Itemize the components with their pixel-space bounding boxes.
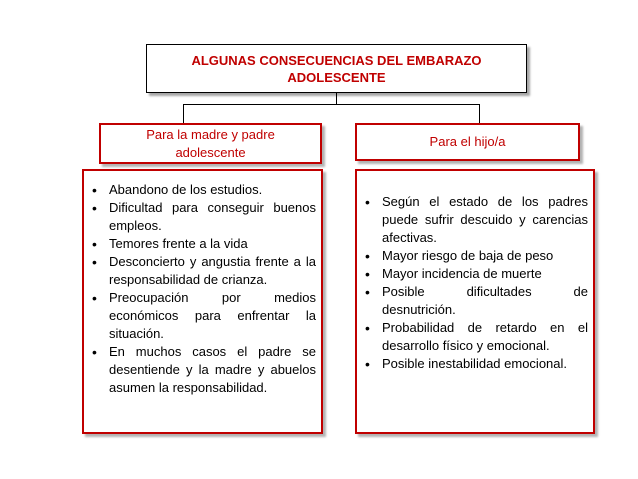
diagram-title-line1: ALGUNAS CONSECUENCIAS DEL EMBARAZO bbox=[191, 52, 482, 68]
connector-left-drop bbox=[183, 104, 184, 123]
list-item: • Posible dificultades de desnutrición. bbox=[363, 283, 588, 319]
connector-horizontal bbox=[183, 104, 480, 105]
branch-heading-child bbox=[355, 123, 580, 161]
list-item: • Preocupación por medios económicos para enfrentar la situación. bbox=[90, 289, 316, 343]
list-item: • Dificultad para conseguir buenos empleos. bbox=[90, 199, 316, 235]
list-item: • Mayor riesgo de baja de peso bbox=[363, 247, 588, 265]
list-item: • Mayor incidencia de muerte bbox=[363, 265, 588, 283]
consequences-list-parents bbox=[82, 169, 323, 434]
list-item: • Probabilidad de retardo en el desarrollo físico y emocional. bbox=[363, 319, 588, 355]
branch-heading-parents bbox=[99, 123, 322, 164]
list-item: • En muchos casos el padre se desentiende y la madre y abuelos asumen la responsabilidad. bbox=[90, 343, 316, 397]
consequences-list-child bbox=[355, 169, 595, 434]
connector-right-drop bbox=[479, 104, 480, 123]
branch-heading-child-label: Para el hijo/a bbox=[429, 134, 506, 149]
list-item: • Temores frente a la vida bbox=[90, 235, 316, 253]
diagram-title-line2: ADOLESCENTE bbox=[287, 69, 386, 85]
connector-vertical-top bbox=[336, 93, 337, 104]
list-item: • Abandono de los estudios. bbox=[90, 181, 316, 199]
list-item: • Posible inestabilidad emocional. bbox=[363, 355, 588, 373]
list-item: • Desconcierto y angustia frente a la responsabilidad de crianza. bbox=[90, 253, 316, 289]
list-item: • Según el estado de los padres puede sufrir descuido y carencias afectivas. bbox=[363, 193, 588, 247]
branch-heading-parents-line1: Para la madre y padre bbox=[146, 126, 275, 142]
branch-heading-parents-line2: adolescente bbox=[175, 144, 246, 160]
diagram-title-box bbox=[146, 44, 527, 93]
